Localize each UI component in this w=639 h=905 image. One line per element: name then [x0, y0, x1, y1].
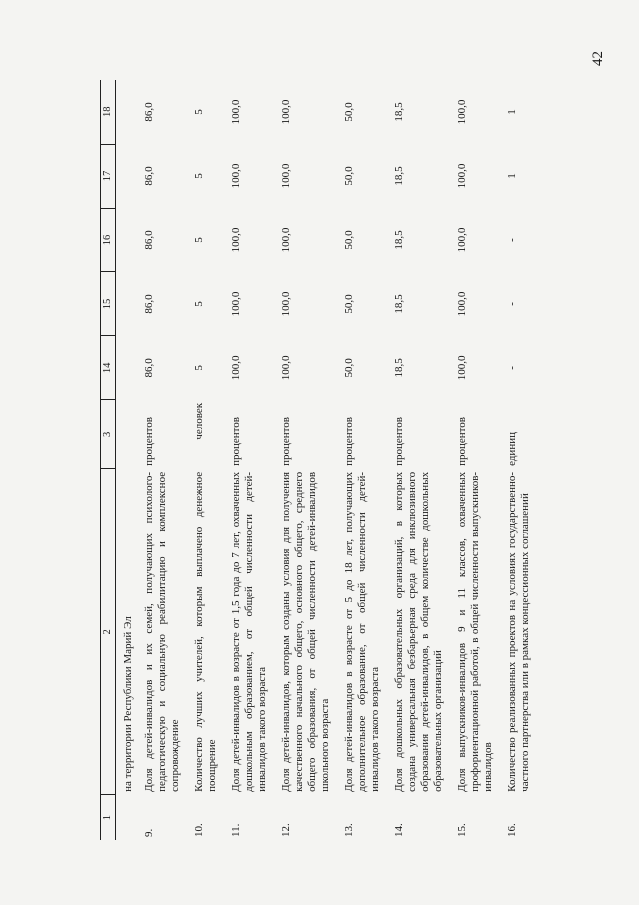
row-value-15: 100,0 [230, 291, 243, 317]
row-value-15: 86,0 [143, 294, 156, 314]
row-number: 10. [193, 823, 206, 837]
table-row [339, 80, 389, 840]
row-value-18: 100,0 [280, 99, 293, 125]
row-unit: единиц [505, 432, 518, 466]
page-number: 42 [590, 51, 606, 66]
row-indicator-name: Доля детей-инвалидов, которым созданы условия для получения качественного начального общего, основного общего, среднего общего образования, от общей численности детей-инвалидов школьного возраста [280, 471, 331, 792]
row-value-17: 50,0 [342, 166, 355, 186]
row-number: 15. [455, 823, 468, 837]
header-col-17: 17 [101, 144, 116, 208]
row-value-14: 100,0 [455, 355, 468, 381]
row-number: 13. [342, 823, 355, 837]
row-unit: процентов [280, 417, 293, 466]
row-value-14: 100,0 [280, 355, 293, 381]
row-value-14: 100,0 [230, 355, 243, 381]
header-col-15: 15 [101, 272, 116, 336]
row-unit: человек [193, 402, 206, 440]
header-col-16: 16 [101, 208, 116, 272]
row-indicator-name: Доля детей-инвалидов в возрасте от 5 до 18 лет, получающих дополнительное образование, от общей численности детей-инвалидов такого возраста [342, 471, 381, 792]
row-value-17: 5 [193, 173, 206, 179]
row-value-14: 50,0 [342, 358, 355, 378]
row-unit: процентов [143, 417, 156, 466]
table-row [189, 80, 226, 840]
rotated-table-sheet [100, 80, 620, 840]
row-value-17: 100,0 [280, 163, 293, 189]
row-value-18: 86,0 [143, 102, 156, 122]
row-number: 11. [230, 823, 243, 837]
row-indicator-name: Доля детей-инвалидов в возрасте от 1,5 года до 7 лет, охваченных дошкольным образованием, от общей численности детей-инвалидов такого возраста [230, 471, 269, 792]
row-value-18: 5 [193, 109, 206, 115]
row-unit: процентов [342, 417, 355, 466]
table-row [389, 80, 452, 840]
indicators-table [100, 80, 539, 840]
row-number: 12. [280, 823, 293, 837]
row-indicator-name: Доля выпускников-инвалидов 9 и 11 классов, охваченных профориентационной работой, в общей численности выпускников-инвалидов [455, 471, 494, 792]
row-value-17: 86,0 [143, 166, 156, 186]
row-value-15: 50,0 [342, 294, 355, 314]
header-col-2: 2 [101, 469, 116, 795]
header-col-14: 14 [101, 336, 116, 400]
row-value-16: - [505, 238, 518, 242]
row-indicator-name: Количество лучших учителей, которым выплачено денежное поощрение [193, 471, 219, 792]
row-value-17: 18,5 [392, 166, 405, 186]
row-value-16: 18,5 [392, 230, 405, 250]
row-value-16: 100,0 [230, 227, 243, 253]
row-number: 14. [392, 823, 405, 837]
row-value-18: 50,0 [342, 102, 355, 122]
row-indicator-name: Доля дошкольных образовательных организаций, в которых создана универсальная безбарьерная среда для инклюзивного образования детей-инвалидов, в общем количестве дошкольных образовательных организаций [392, 471, 444, 792]
region-row [116, 80, 139, 840]
row-value-17: 100,0 [230, 163, 243, 189]
row-value-14: - [505, 366, 518, 370]
row-value-14: 18,5 [392, 358, 405, 378]
header-col-1: 1 [101, 795, 116, 840]
row-value-15: 5 [193, 301, 206, 307]
row-value-18: 100,0 [455, 99, 468, 125]
table-row [226, 80, 276, 840]
row-value-15: - [505, 302, 518, 306]
table-row [452, 80, 502, 840]
table-row [502, 80, 539, 840]
row-indicator-name: Количество реализованных проектов на условиях государственно-частного партнерства или в рамках концессионных соглашений [505, 471, 531, 792]
row-value-15: 100,0 [455, 291, 468, 317]
row-value-16: 5 [193, 237, 206, 243]
row-value-14: 86,0 [143, 358, 156, 378]
header-col-18: 18 [101, 80, 116, 144]
region-num-cell [116, 795, 139, 840]
row-unit: процентов [392, 417, 405, 466]
table-row [276, 80, 339, 840]
row-value-17: 100,0 [455, 163, 468, 189]
row-unit: процентов [230, 417, 243, 466]
row-indicator-name: Доля детей-инвалидов и их семей, получающих психолого-педагогическую и социальную реабилитацию и комплексное сопровождение [143, 471, 182, 792]
table-header-row [101, 80, 116, 840]
row-value-17: 1 [505, 173, 518, 179]
row-value-16: 50,0 [342, 230, 355, 250]
row-number: 9. [143, 828, 156, 837]
row-value-16: 86,0 [143, 230, 156, 250]
row-unit: процентов [455, 417, 468, 466]
row-number: 16. [505, 823, 518, 837]
table-row [139, 80, 189, 840]
region-line: на территории Республики Марий Эл [122, 616, 135, 792]
row-value-15: 100,0 [280, 291, 293, 317]
row-value-15: 18,5 [392, 294, 405, 314]
row-value-14: 5 [193, 365, 206, 371]
row-value-16: 100,0 [455, 227, 468, 253]
header-col-3: 3 [101, 400, 116, 469]
row-value-18: 100,0 [230, 99, 243, 125]
row-value-18: 1 [505, 109, 518, 115]
row-value-16: 100,0 [280, 227, 293, 253]
row-value-18: 18,5 [392, 102, 405, 122]
